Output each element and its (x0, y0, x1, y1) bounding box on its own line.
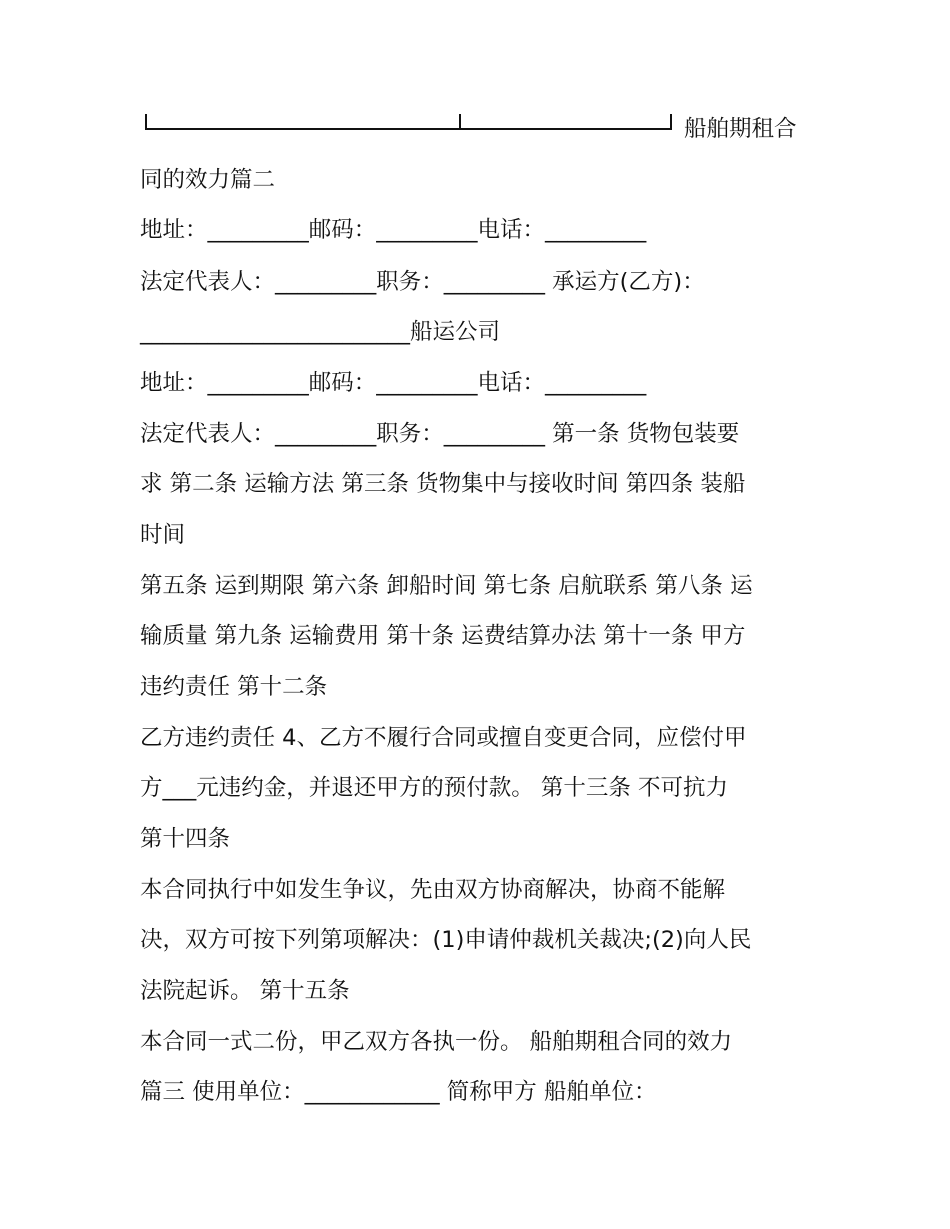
text-line: 法院起诉。 第十五条 (140, 978, 350, 1004)
text-line: 地址：_________邮码：_________电话：_________ (140, 217, 647, 243)
text-line: 法定代表人：_________职务：_________ 承运方(乙方)： (140, 269, 705, 295)
text-line: 法定代表人：_________职务：_________ 第一条 货物包装要 (140, 421, 740, 447)
text-line: 地址：_________邮码：_________电话：_________ (140, 370, 647, 396)
text-line: ________________________船运公司 (140, 319, 501, 345)
table-bottom-rule (145, 128, 672, 130)
text-line: 本合同执行中如发生争议，先由双方协商解决，协商不能解 (140, 877, 726, 903)
text-line: 本合同一式二份，甲乙双方各执一份。 船舶期租合同的效力 (140, 1029, 733, 1055)
text-line: 输质量 第九条 运输费用 第十条 运费结算办法 第十一条 甲方 (140, 623, 746, 649)
text-line: 求 第二条 运输方法 第三条 货物集中与接收时间 第四条 装船 (140, 471, 746, 497)
text-line: 时间 (140, 522, 186, 548)
text-line: 第五条 运到期限 第六条 卸船时间 第七条 启航联系 第八条 运 (140, 573, 753, 599)
text-line: 决，双方可按下列第项解决：(1)申请仲裁机关裁决;(2)向人民 (140, 927, 752, 953)
header-tail-text: 船舶期租合 (684, 116, 797, 142)
text-line: 篇三 使用单位：____________ 简称甲方 船舶单位： (140, 1079, 657, 1105)
table-right-tick (670, 114, 672, 130)
text-line: 乙方违约责任 4、乙方不履行合同或擅自变更合同，应偿付甲 (140, 725, 747, 751)
table-middle-tick (459, 114, 461, 130)
table-border-fragment (145, 114, 672, 130)
text-line: 违约责任 第十二条 (140, 674, 328, 700)
text-line: 方___元违约金，并退还甲方的预付款。 第十三条 不可抗力 (140, 775, 729, 801)
table-left-tick (145, 114, 147, 130)
text-line: 同的效力篇二 (140, 167, 276, 193)
text-line: 第十四条 (140, 826, 231, 852)
